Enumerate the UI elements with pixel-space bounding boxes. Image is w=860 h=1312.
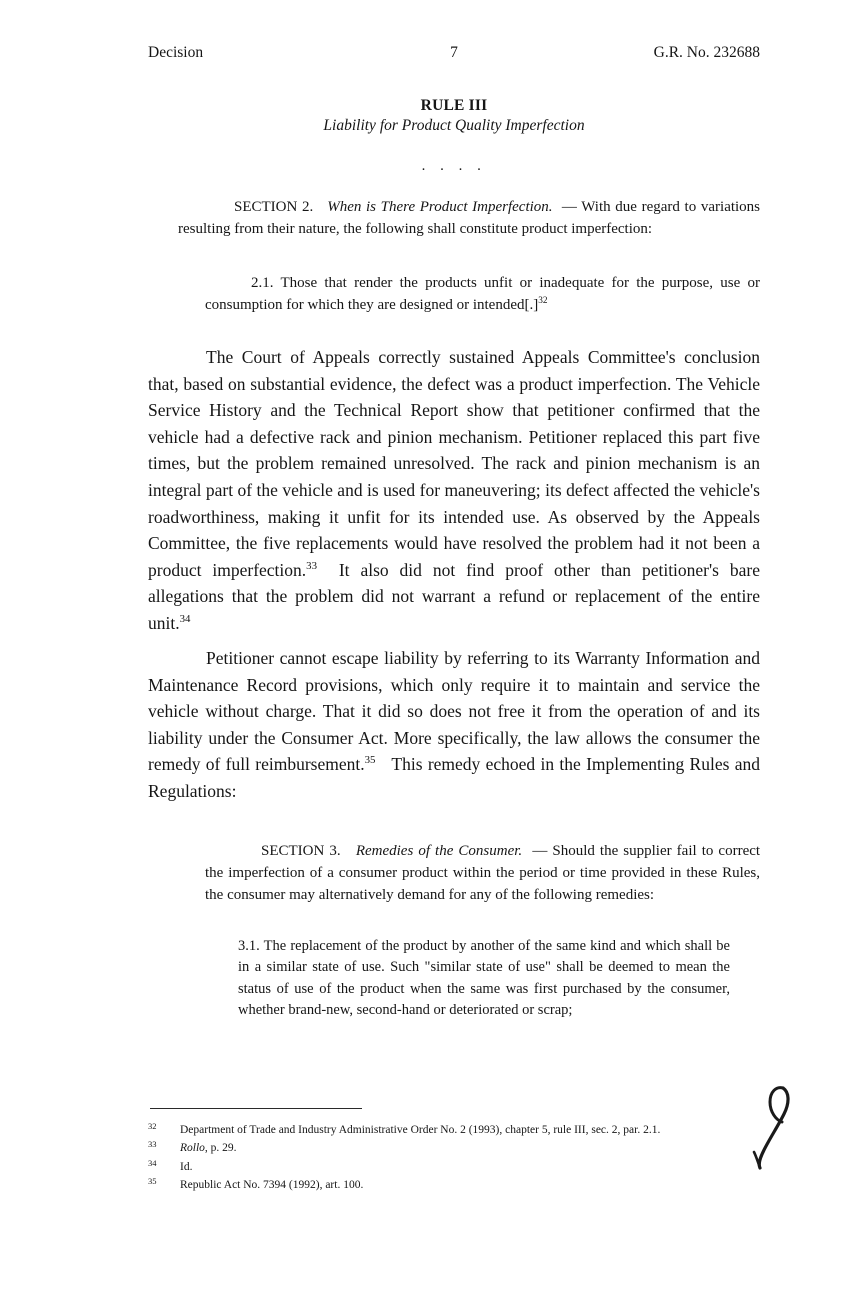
section-3-label: SECTION 3. [261,843,341,859]
quote-section-3 [205,840,760,906]
ellipsis-marker: . . . . [421,158,487,174]
footnote-italic-lead: Rollo [180,1142,205,1155]
body-paragraph-2 [148,645,760,805]
paragraph-2-1-text: 2.1. Those that render the products unfit or inadequate for the purpose, use or consumption for which they are designed or intended[.] [205,275,760,314]
paragraph-3-1-text: 3.1. The replacement of the product by another of the same kind and which shall be in a similar state of use. Such "similar state of use" shall be deemed to mean the status of use of the product when the same was first purchased by the consumer, whether brand-new, second-hand or deteriorated or scrap; [238,938,730,1019]
case-number: G.R. No. 232688 [653,44,760,61]
footnote-ref-33: 33 [306,559,317,572]
footnote-list [148,1122,762,1195]
section-3-caption: Remedies of the Consumer. [355,843,523,859]
footnote-marker: 33 [148,1139,157,1150]
footnote-item [148,1159,762,1175]
body-paragraph-2-part-1: Petitioner cannot escape liability by referring to its Warranty Information and Maintenance Record provisions, which only require it to maintain and service the vehicle without charge. That it did so does not free it from the operation of and its liability under the Consumer Act. More specifically, the law allows the consumer the remedy of full reimbursement. [148,648,760,775]
rule-title: RULE III [420,97,488,114]
footnote-text [180,1140,762,1156]
body-paragraph-1 [148,344,760,637]
footnote-marker: 35 [148,1175,157,1186]
page-number: 7 [450,44,458,61]
footnote-text: Republic Act No. 7394 (1992), art. 100. [180,1178,364,1191]
footnote-item [148,1122,762,1138]
rule-subtitle: Liability for Product Quality Imperfection [323,117,585,135]
section-2-body: — With due regard to variations resulting from their nature, the following shall constitute product imperfection: [178,199,761,238]
quote-paragraph-2-1 [205,272,760,316]
footnote-ref-32: 32 [538,296,548,307]
section-2-caption: When is There Product Imperfection. [327,199,553,215]
footnote-text: Id. [180,1160,193,1173]
quote-section-2 [178,196,760,240]
footnote-text-rest: , p. 29. [204,1142,237,1155]
section-2-label: SECTION 2. [234,199,314,215]
body-paragraph-1-part-1: The Court of Appeals correctly sustained Appeals Committee's conclusion that, based on substantial evidence, the defect was a product imperfection. The Vehicle Service History and the Technical Report show that petitioner confirmed that the vehicle had a defective rack and pinion mechanism. Petitioner replaced this part five times, but the problem remained unresolved. The rack and pinion mechanism is an integral part of the vehicle and is used for maneuvering; its defect affected the vehicle's roadworthiness, making it unfit for its intended use. As observed by the Appeals Committee, the five replacements would have resolved the problem had it not been a product imperfection. [148,347,760,580]
section-3-body: — Should the supplier fail to correct the imperfection of a consumer product within the period or time provided in these Rules, the consumer may alternatively demand for any of the following remedies: [205,843,761,904]
footnote-marker: 32 [148,1121,157,1131]
running-head [148,44,760,66]
footnote-item [148,1177,762,1193]
body-paragraph-2-part-2: This remedy echoed in the Implementing Rules and Regulations: [148,754,761,801]
footnote-ref-35: 35 [364,754,376,767]
body-paragraph-1-part-2: It also did not find proof other than petitioner's bare allegations that the problem did not warrant a refund or replacement of the entire unit. [148,559,761,633]
footnote-marker: 34 [148,1157,157,1168]
running-head-left: Decision [148,44,204,61]
footnote-separator [150,1108,362,1109]
footnote-ref-34: 34 [179,613,191,626]
footnote-text: Department of Trade and Industry Administrative Order No. 2 (1993), chapter 5, rule III, sec. 2, par. 2.1. [180,1124,661,1136]
quote-paragraph-3-1 [238,936,730,1022]
rule-heading [148,96,760,137]
footnote-item [148,1140,762,1156]
